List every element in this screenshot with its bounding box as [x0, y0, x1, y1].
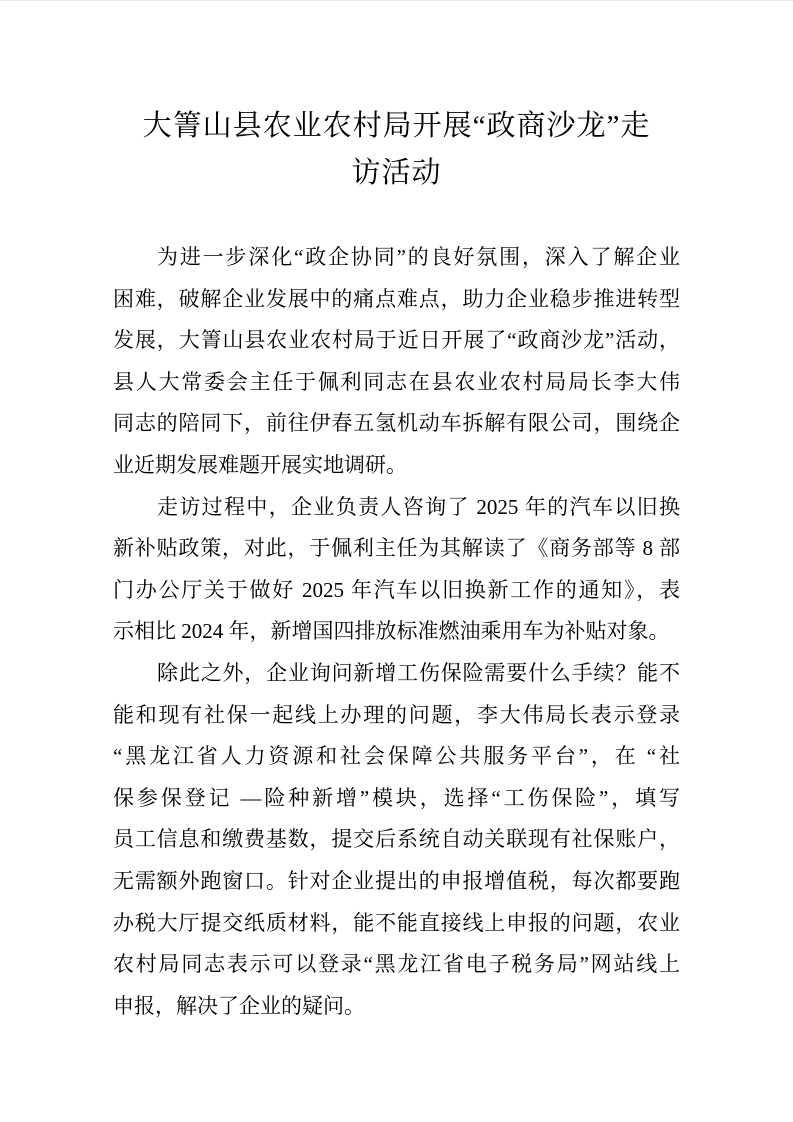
text-line: 新补贴政策，对此，于佩利主任为其解读了《商务部等 8 部 [113, 536, 680, 561]
text-line: 门办公厅关于做好 2025 年汽车以旧换新工作的通知》，表 [113, 577, 680, 602]
text-line: 县人大常委会主任于佩利同志在县农业农村局局长李大伟 [113, 369, 680, 394]
text-line: 示相比 2024 年，新增国四排放标准燃油乘用车为补贴对象。 [113, 619, 670, 644]
text-line: 业近期发展难题开展实地调研。 [113, 452, 407, 477]
document-title [113, 97, 680, 197]
document-body [113, 237, 680, 1027]
paragraph [113, 487, 680, 653]
text-line: 困难，破解企业发展中的痛点难点，助力企业稳步推进转型 [113, 286, 680, 311]
text-line: 能和现有社保一起线上办理的问题，李大伟局长表示登录 [113, 702, 680, 727]
title-line-1: 大箐山县农业农村局开展“政商沙龙”走 [142, 110, 651, 142]
text-line: 办税大厅提交纸质材料，能不能直接线上申报的问题，农业 [113, 910, 680, 935]
text-line: 农村局同志表示可以登录“黑龙江省电子税务局”网站线上 [113, 952, 680, 977]
text-line: 走访过程中，企业负责人咨询了 2025 年的汽车以旧换 [157, 494, 680, 519]
title-line-2: 访活动 [351, 157, 442, 189]
text-line: 同志的陪同下，前往伊春五氢机动车拆解有限公司，围绕企 [113, 411, 680, 436]
text-line: 为进一步深化“政企协同”的良好氛围，深入了解企业 [157, 245, 680, 269]
text-line: 发展，大箐山县农业农村局于近日开展了“政商沙龙”活动， [113, 328, 680, 353]
text-line: 除此之外，企业询问新增工伤保险需要什么手续？能不 [157, 660, 680, 685]
paragraph [113, 653, 680, 1027]
text-line: 保参保登记 —险种新增”模块，选择“工伤保险”，填写 [113, 785, 680, 810]
text-line: 申报，解决了企业的疑问。 [113, 993, 365, 1018]
text-line: 员工信息和缴费基数，提交后系统自动关联现有社保账户， [113, 827, 680, 852]
text-line: 无需额外跑窗口。针对企业提出的申报增值税，每次都要跑 [113, 868, 680, 893]
paragraph [113, 237, 680, 487]
text-line: “黑龙江省人力资源和社会保障公共服务平台”，在 “社 [113, 744, 680, 769]
